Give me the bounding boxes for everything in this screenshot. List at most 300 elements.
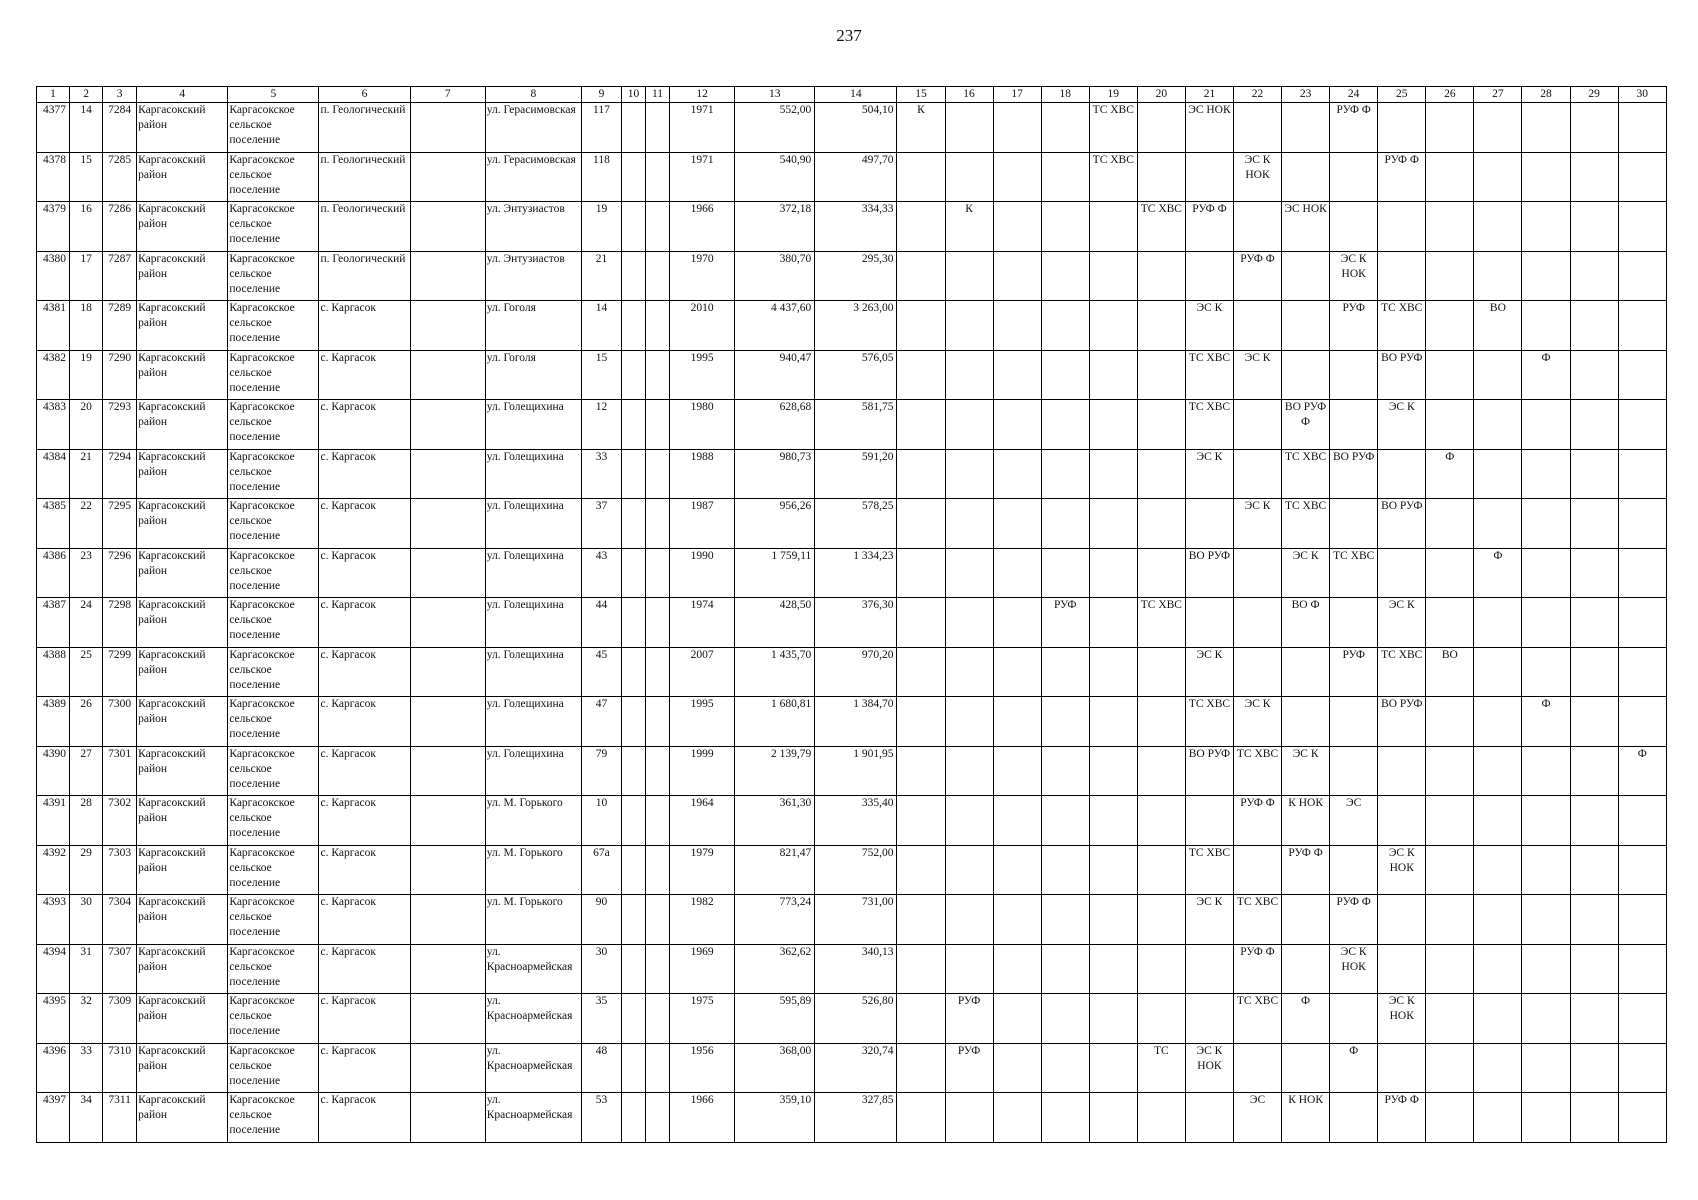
work-year-col-27 xyxy=(1474,796,1522,846)
col11-cell xyxy=(646,647,670,697)
work-year-col-23: ВО РУФ Ф xyxy=(1282,400,1330,450)
sub-number: 24 xyxy=(70,598,103,648)
work-year-col-24: ВО РУФ xyxy=(1330,449,1378,499)
work-year-col-29 xyxy=(1570,251,1618,301)
living-area-cell: 1 334,23 xyxy=(815,548,897,598)
settlement-cell: Каргасокское сельское поселение xyxy=(228,400,319,450)
locality-cell: п. Геологический xyxy=(319,152,410,202)
work-year-col-30 xyxy=(1618,994,1666,1044)
year-cell: 1956 xyxy=(670,1043,735,1093)
house-cell: 43 xyxy=(581,548,621,598)
street-cell: ул. Голещихина xyxy=(485,697,581,747)
work-year-col-22: ЭС xyxy=(1233,1093,1281,1143)
work-year-col-23: РУФ Ф xyxy=(1282,845,1330,895)
living-area-cell: 376,30 xyxy=(815,598,897,648)
house-cell: 67а xyxy=(581,845,621,895)
house-cell: 45 xyxy=(581,647,621,697)
row-number: 4381 xyxy=(37,301,70,351)
work-year-col-21: ТС ХВС xyxy=(1185,845,1233,895)
work-year-col-24: РУФ Ф xyxy=(1330,103,1378,153)
row-number: 4386 xyxy=(37,548,70,598)
locality-cell: с. Каргасок xyxy=(319,548,410,598)
column-header-24: 24 xyxy=(1330,87,1378,103)
total-area-cell: 368,00 xyxy=(735,1043,815,1093)
work-year-col-26: Ф xyxy=(1426,449,1474,499)
district-cell: Каргасокский район xyxy=(137,202,228,252)
work-year-col-29 xyxy=(1570,697,1618,747)
work-year-col-21 xyxy=(1185,598,1233,648)
work-year-col-18 xyxy=(1041,994,1089,1044)
work-year-col-15 xyxy=(897,1043,945,1093)
sub-number: 19 xyxy=(70,350,103,400)
table-row xyxy=(37,746,1667,796)
column-header-14: 14 xyxy=(815,87,897,103)
col10-cell xyxy=(621,202,645,252)
work-year-col-15 xyxy=(897,152,945,202)
year-cell: 1969 xyxy=(670,944,735,994)
work-year-col-27 xyxy=(1474,895,1522,945)
col11-cell xyxy=(646,796,670,846)
work-year-col-15 xyxy=(897,598,945,648)
locality-cell: с. Каргасок xyxy=(319,1093,410,1143)
table-row xyxy=(37,598,1667,648)
work-year-col-20 xyxy=(1137,301,1185,351)
work-year-col-30 xyxy=(1618,400,1666,450)
living-area-cell: 497,70 xyxy=(815,152,897,202)
total-area-cell: 1 759,11 xyxy=(735,548,815,598)
work-year-col-17 xyxy=(993,796,1041,846)
work-year-col-18 xyxy=(1041,400,1089,450)
sub-number: 22 xyxy=(70,499,103,549)
table-row xyxy=(37,103,1667,153)
work-year-col-18 xyxy=(1041,895,1089,945)
work-year-col-17 xyxy=(993,301,1041,351)
object-id: 7284 xyxy=(103,103,137,153)
work-year-col-15 xyxy=(897,994,945,1044)
col10-cell xyxy=(621,103,645,153)
living-area-cell: 578,25 xyxy=(815,499,897,549)
year-cell: 1966 xyxy=(670,1093,735,1143)
year-cell: 1990 xyxy=(670,548,735,598)
work-year-col-28 xyxy=(1522,994,1570,1044)
total-area-cell: 361,30 xyxy=(735,796,815,846)
sub-number: 18 xyxy=(70,301,103,351)
work-year-col-29 xyxy=(1570,548,1618,598)
settlement-cell: Каргасокское сельское поселение xyxy=(228,994,319,1044)
work-year-col-16 xyxy=(945,499,993,549)
work-year-col-18 xyxy=(1041,1043,1089,1093)
total-area-cell: 1 680,81 xyxy=(735,697,815,747)
settlement-cell: Каргасокское сельское поселение xyxy=(228,845,319,895)
work-year-col-24 xyxy=(1330,994,1378,1044)
object-id: 7301 xyxy=(103,746,137,796)
work-year-col-27 xyxy=(1474,152,1522,202)
living-area-cell: 526,80 xyxy=(815,994,897,1044)
work-year-col-19 xyxy=(1089,994,1137,1044)
col7-cell xyxy=(410,202,485,252)
work-year-col-17 xyxy=(993,647,1041,697)
work-year-col-23 xyxy=(1282,350,1330,400)
col11-cell xyxy=(646,845,670,895)
work-year-col-19 xyxy=(1089,548,1137,598)
col7-cell xyxy=(410,400,485,450)
work-year-col-21: ЭС К xyxy=(1185,647,1233,697)
work-year-col-16 xyxy=(945,251,993,301)
total-area-cell: 595,89 xyxy=(735,994,815,1044)
settlement-cell: Каргасокское сельское поселение xyxy=(228,152,319,202)
row-number: 4380 xyxy=(37,251,70,301)
work-year-col-19 xyxy=(1089,251,1137,301)
work-year-col-28 xyxy=(1522,103,1570,153)
work-year-col-16 xyxy=(945,746,993,796)
year-cell: 1979 xyxy=(670,845,735,895)
year-cell: 2010 xyxy=(670,301,735,351)
col10-cell xyxy=(621,796,645,846)
work-year-col-20 xyxy=(1137,994,1185,1044)
year-cell: 2007 xyxy=(670,647,735,697)
work-year-col-17 xyxy=(993,598,1041,648)
col7-cell xyxy=(410,449,485,499)
work-year-col-30 xyxy=(1618,103,1666,153)
settlement-cell: Каргасокское сельское поселение xyxy=(228,1093,319,1143)
column-header-4: 4 xyxy=(137,87,228,103)
locality-cell: с. Каргасок xyxy=(319,301,410,351)
sub-number: 16 xyxy=(70,202,103,252)
work-year-col-27 xyxy=(1474,746,1522,796)
work-year-col-28 xyxy=(1522,647,1570,697)
work-year-col-18 xyxy=(1041,301,1089,351)
house-cell: 21 xyxy=(581,251,621,301)
col11-cell xyxy=(646,1043,670,1093)
house-cell: 47 xyxy=(581,697,621,747)
col11-cell xyxy=(646,251,670,301)
work-year-col-20 xyxy=(1137,350,1185,400)
work-year-col-17 xyxy=(993,202,1041,252)
work-year-col-23: ТС ХВС xyxy=(1282,449,1330,499)
work-year-col-15 xyxy=(897,647,945,697)
column-header-23: 23 xyxy=(1282,87,1330,103)
street-cell: ул. М. Горького xyxy=(485,895,581,945)
work-year-col-30 xyxy=(1618,944,1666,994)
work-year-col-18 xyxy=(1041,944,1089,994)
work-year-col-29 xyxy=(1570,944,1618,994)
total-area-cell: 380,70 xyxy=(735,251,815,301)
work-year-col-17 xyxy=(993,994,1041,1044)
settlement-cell: Каргасокское сельское поселение xyxy=(228,350,319,400)
work-year-col-25 xyxy=(1378,103,1426,153)
col11-cell xyxy=(646,746,670,796)
work-year-col-25: ЭС К xyxy=(1378,598,1426,648)
district-cell: Каргасокский район xyxy=(137,845,228,895)
work-year-col-16 xyxy=(945,944,993,994)
year-cell: 1980 xyxy=(670,400,735,450)
work-year-col-29 xyxy=(1570,350,1618,400)
work-year-col-18 xyxy=(1041,796,1089,846)
col10-cell xyxy=(621,944,645,994)
work-year-col-25: ВО РУФ xyxy=(1378,350,1426,400)
work-year-col-22 xyxy=(1233,449,1281,499)
street-cell: ул. Гоголя xyxy=(485,301,581,351)
sub-number: 28 xyxy=(70,796,103,846)
work-year-col-24 xyxy=(1330,202,1378,252)
district-cell: Каргасокский район xyxy=(137,499,228,549)
work-year-col-18 xyxy=(1041,350,1089,400)
row-number: 4378 xyxy=(37,152,70,202)
sub-number: 21 xyxy=(70,449,103,499)
column-header-19: 19 xyxy=(1089,87,1137,103)
work-year-col-26 xyxy=(1426,1043,1474,1093)
col11-cell xyxy=(646,301,670,351)
work-year-col-19 xyxy=(1089,796,1137,846)
work-year-col-28 xyxy=(1522,1093,1570,1143)
street-cell: ул. Красноармейская xyxy=(485,994,581,1044)
col10-cell xyxy=(621,647,645,697)
total-area-cell: 628,68 xyxy=(735,400,815,450)
col10-cell xyxy=(621,548,645,598)
living-area-cell: 752,00 xyxy=(815,845,897,895)
column-header-6: 6 xyxy=(319,87,410,103)
col11-cell xyxy=(646,994,670,1044)
work-year-col-23: ЭС К xyxy=(1282,548,1330,598)
col7-cell xyxy=(410,598,485,648)
district-cell: Каргасокский район xyxy=(137,895,228,945)
locality-cell: с. Каргасок xyxy=(319,350,410,400)
work-year-col-20 xyxy=(1137,400,1185,450)
work-year-col-29 xyxy=(1570,845,1618,895)
work-year-col-19 xyxy=(1089,746,1137,796)
work-year-col-25: ЭС К НОК xyxy=(1378,994,1426,1044)
work-year-col-16 xyxy=(945,1093,993,1143)
col7-cell xyxy=(410,301,485,351)
work-year-col-28 xyxy=(1522,845,1570,895)
settlement-cell: Каргасокское сельское поселение xyxy=(228,499,319,549)
work-year-col-20 xyxy=(1137,697,1185,747)
locality-cell: с. Каргасок xyxy=(319,994,410,1044)
work-year-col-28 xyxy=(1522,598,1570,648)
column-header-30: 30 xyxy=(1618,87,1666,103)
work-year-col-15 xyxy=(897,202,945,252)
work-year-col-30 xyxy=(1618,1043,1666,1093)
work-year-col-19 xyxy=(1089,697,1137,747)
total-area-cell: 362,62 xyxy=(735,944,815,994)
living-area-cell: 295,30 xyxy=(815,251,897,301)
column-header-28: 28 xyxy=(1522,87,1570,103)
work-year-col-27: ВО xyxy=(1474,301,1522,351)
object-id: 7309 xyxy=(103,994,137,1044)
work-year-col-26 xyxy=(1426,350,1474,400)
column-header-2: 2 xyxy=(70,87,103,103)
col11-cell xyxy=(646,449,670,499)
col11-cell xyxy=(646,152,670,202)
work-year-col-28 xyxy=(1522,796,1570,846)
total-area-cell: 4 437,60 xyxy=(735,301,815,351)
work-year-col-20: ТС ХВС xyxy=(1137,202,1185,252)
col10-cell xyxy=(621,697,645,747)
work-year-col-20: ТС ХВС xyxy=(1137,598,1185,648)
table-row xyxy=(37,301,1667,351)
work-year-col-20 xyxy=(1137,548,1185,598)
locality-cell: с. Каргасок xyxy=(319,796,410,846)
work-year-col-16: РУФ xyxy=(945,994,993,1044)
work-year-col-15 xyxy=(897,944,945,994)
row-number: 4389 xyxy=(37,697,70,747)
work-year-col-24: ЭС xyxy=(1330,796,1378,846)
total-area-cell: 2 139,79 xyxy=(735,746,815,796)
work-year-col-20 xyxy=(1137,499,1185,549)
work-year-col-17 xyxy=(993,251,1041,301)
work-year-col-18 xyxy=(1041,499,1089,549)
work-year-col-21: ЭС НОК xyxy=(1185,103,1233,153)
column-header-29: 29 xyxy=(1570,87,1618,103)
work-year-col-29 xyxy=(1570,301,1618,351)
work-year-col-16 xyxy=(945,103,993,153)
work-year-col-21 xyxy=(1185,994,1233,1044)
house-cell: 48 xyxy=(581,1043,621,1093)
street-cell: ул. Голещихина xyxy=(485,548,581,598)
work-year-col-23 xyxy=(1282,944,1330,994)
house-cell: 19 xyxy=(581,202,621,252)
work-year-col-27 xyxy=(1474,202,1522,252)
settlement-cell: Каргасокское сельское поселение xyxy=(228,895,319,945)
work-year-col-29 xyxy=(1570,1093,1618,1143)
object-id: 7295 xyxy=(103,499,137,549)
work-year-col-16 xyxy=(945,796,993,846)
work-year-col-15 xyxy=(897,301,945,351)
work-year-col-22: ТС ХВС xyxy=(1233,994,1281,1044)
district-cell: Каргасокский район xyxy=(137,746,228,796)
work-year-col-20 xyxy=(1137,796,1185,846)
work-year-col-21: ВО РУФ xyxy=(1185,746,1233,796)
house-cell: 90 xyxy=(581,895,621,945)
year-cell: 1971 xyxy=(670,103,735,153)
house-cell: 30 xyxy=(581,944,621,994)
sub-number: 23 xyxy=(70,548,103,598)
row-number: 4382 xyxy=(37,350,70,400)
locality-cell: с. Каргасок xyxy=(319,647,410,697)
work-year-col-23 xyxy=(1282,103,1330,153)
work-year-col-30 xyxy=(1618,251,1666,301)
col7-cell xyxy=(410,944,485,994)
street-cell: ул. Герасимовская xyxy=(485,103,581,153)
total-area-cell: 821,47 xyxy=(735,845,815,895)
work-year-col-17 xyxy=(993,152,1041,202)
col11-cell xyxy=(646,202,670,252)
work-year-col-28 xyxy=(1522,301,1570,351)
row-number: 4384 xyxy=(37,449,70,499)
column-header-11: 11 xyxy=(646,87,670,103)
col10-cell xyxy=(621,152,645,202)
work-year-col-27 xyxy=(1474,350,1522,400)
house-cell: 53 xyxy=(581,1093,621,1143)
work-year-col-27 xyxy=(1474,499,1522,549)
column-header-10: 10 xyxy=(621,87,645,103)
work-year-col-26 xyxy=(1426,548,1474,598)
work-year-col-30 xyxy=(1618,895,1666,945)
work-year-col-21: ЭС К НОК xyxy=(1185,1043,1233,1093)
table-body xyxy=(37,103,1667,1143)
work-year-col-29 xyxy=(1570,152,1618,202)
col7-cell xyxy=(410,499,485,549)
work-year-col-25 xyxy=(1378,944,1426,994)
work-year-col-16: РУФ xyxy=(945,1043,993,1093)
row-number: 4388 xyxy=(37,647,70,697)
work-year-col-28 xyxy=(1522,895,1570,945)
work-year-col-23: ТС ХВС xyxy=(1282,499,1330,549)
locality-cell: с. Каргасок xyxy=(319,449,410,499)
col10-cell xyxy=(621,845,645,895)
col7-cell xyxy=(410,796,485,846)
work-year-col-23: К НОК xyxy=(1282,796,1330,846)
object-id: 7289 xyxy=(103,301,137,351)
house-cell: 15 xyxy=(581,350,621,400)
work-year-col-21: ТС ХВС xyxy=(1185,400,1233,450)
page-number: 237 xyxy=(836,26,862,45)
row-number: 4385 xyxy=(37,499,70,549)
col11-cell xyxy=(646,499,670,549)
work-year-col-15 xyxy=(897,1093,945,1143)
work-year-col-24 xyxy=(1330,845,1378,895)
district-cell: Каргасокский район xyxy=(137,301,228,351)
living-area-cell: 334,33 xyxy=(815,202,897,252)
street-cell: ул. Голещихина xyxy=(485,400,581,450)
table-row xyxy=(37,944,1667,994)
work-year-col-26 xyxy=(1426,944,1474,994)
work-year-col-28 xyxy=(1522,449,1570,499)
object-id: 7294 xyxy=(103,449,137,499)
work-year-col-20: ТС xyxy=(1137,1043,1185,1093)
work-year-col-30 xyxy=(1618,301,1666,351)
district-cell: Каргасокский район xyxy=(137,152,228,202)
work-year-col-26 xyxy=(1426,251,1474,301)
settlement-cell: Каргасокское сельское поселение xyxy=(228,944,319,994)
work-year-col-15 xyxy=(897,548,945,598)
work-year-col-26 xyxy=(1426,994,1474,1044)
col11-cell xyxy=(646,895,670,945)
settlement-cell: Каргасокское сельское поселение xyxy=(228,647,319,697)
work-year-col-20 xyxy=(1137,845,1185,895)
work-year-col-23: ЭС К xyxy=(1282,746,1330,796)
work-year-col-17 xyxy=(993,103,1041,153)
row-number: 4377 xyxy=(37,103,70,153)
work-year-col-15 xyxy=(897,499,945,549)
work-year-col-21 xyxy=(1185,499,1233,549)
row-number: 4392 xyxy=(37,845,70,895)
object-id: 7311 xyxy=(103,1093,137,1143)
work-year-col-16 xyxy=(945,400,993,450)
street-cell: ул. Голещихина xyxy=(485,499,581,549)
table-row xyxy=(37,548,1667,598)
work-year-col-19 xyxy=(1089,1043,1137,1093)
work-year-col-26 xyxy=(1426,598,1474,648)
total-area-cell: 552,00 xyxy=(735,103,815,153)
work-year-col-26 xyxy=(1426,499,1474,549)
work-year-col-29 xyxy=(1570,598,1618,648)
work-year-col-21 xyxy=(1185,944,1233,994)
district-cell: Каргасокский район xyxy=(137,350,228,400)
locality-cell: с. Каргасок xyxy=(319,944,410,994)
work-year-col-28 xyxy=(1522,746,1570,796)
work-year-col-21 xyxy=(1185,1093,1233,1143)
work-year-col-27 xyxy=(1474,598,1522,648)
work-year-col-21: РУФ Ф xyxy=(1185,202,1233,252)
object-id: 7296 xyxy=(103,548,137,598)
sub-number: 20 xyxy=(70,400,103,450)
year-cell: 1975 xyxy=(670,994,735,1044)
col10-cell xyxy=(621,994,645,1044)
work-year-col-17 xyxy=(993,944,1041,994)
work-year-col-22 xyxy=(1233,400,1281,450)
work-year-col-17 xyxy=(993,746,1041,796)
